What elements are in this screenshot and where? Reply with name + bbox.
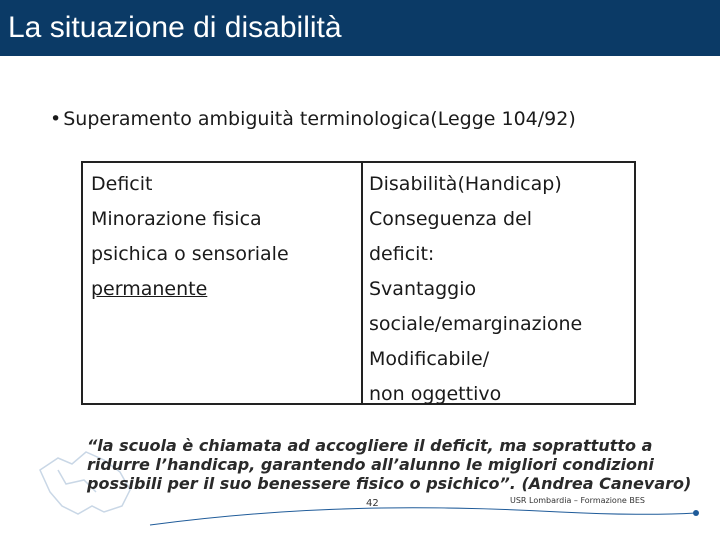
quote-line: possibili per il suo benessere fisico o psichico”. (Andrea Canevaro) — [87, 474, 692, 493]
deficit-cell — [91, 167, 353, 307]
deficit-line: Minorazione fisica — [91, 208, 262, 230]
disability-line: deficit: — [369, 243, 435, 265]
footer-swoosh — [150, 508, 696, 525]
deficit-line: psichica o sensoriale — [91, 243, 289, 265]
bullet-dot: • — [50, 108, 62, 130]
table-divider — [361, 163, 363, 403]
bullet-text: Superamento ambiguità terminologica(Legge 104/92) — [63, 108, 576, 130]
disability-line: non oggettivo — [369, 383, 502, 405]
footer-text: USR Lombardia – Formazione BES — [510, 496, 645, 505]
disability-line: Conseguenza del — [369, 208, 533, 230]
page-number: 42 — [366, 498, 379, 509]
deficit-heading: Deficit — [91, 173, 153, 195]
quote-line: “la scuola è chiamata ad accogliere il deficit, ma soprattutto a — [87, 436, 653, 455]
disability-line: sociale/emarginazione — [369, 313, 583, 335]
disability-line: Svantaggio — [369, 278, 477, 300]
disability-cell — [369, 167, 633, 412]
disability-line: Modificabile/ — [369, 348, 490, 370]
disability-heading: Disabilità(Handicap) — [369, 173, 562, 195]
footer-dot — [693, 510, 699, 516]
quote-line: ridurre l’handicap, garantendo all’alunno le migliori condizioni — [87, 455, 654, 474]
deficit-line: permanente — [91, 278, 208, 300]
title-bar — [0, 0, 720, 56]
bullet-point — [50, 108, 576, 130]
quote-block — [87, 436, 692, 493]
slide-title: La situazione di disabilità — [8, 11, 342, 44]
comparison-table — [81, 161, 636, 405]
